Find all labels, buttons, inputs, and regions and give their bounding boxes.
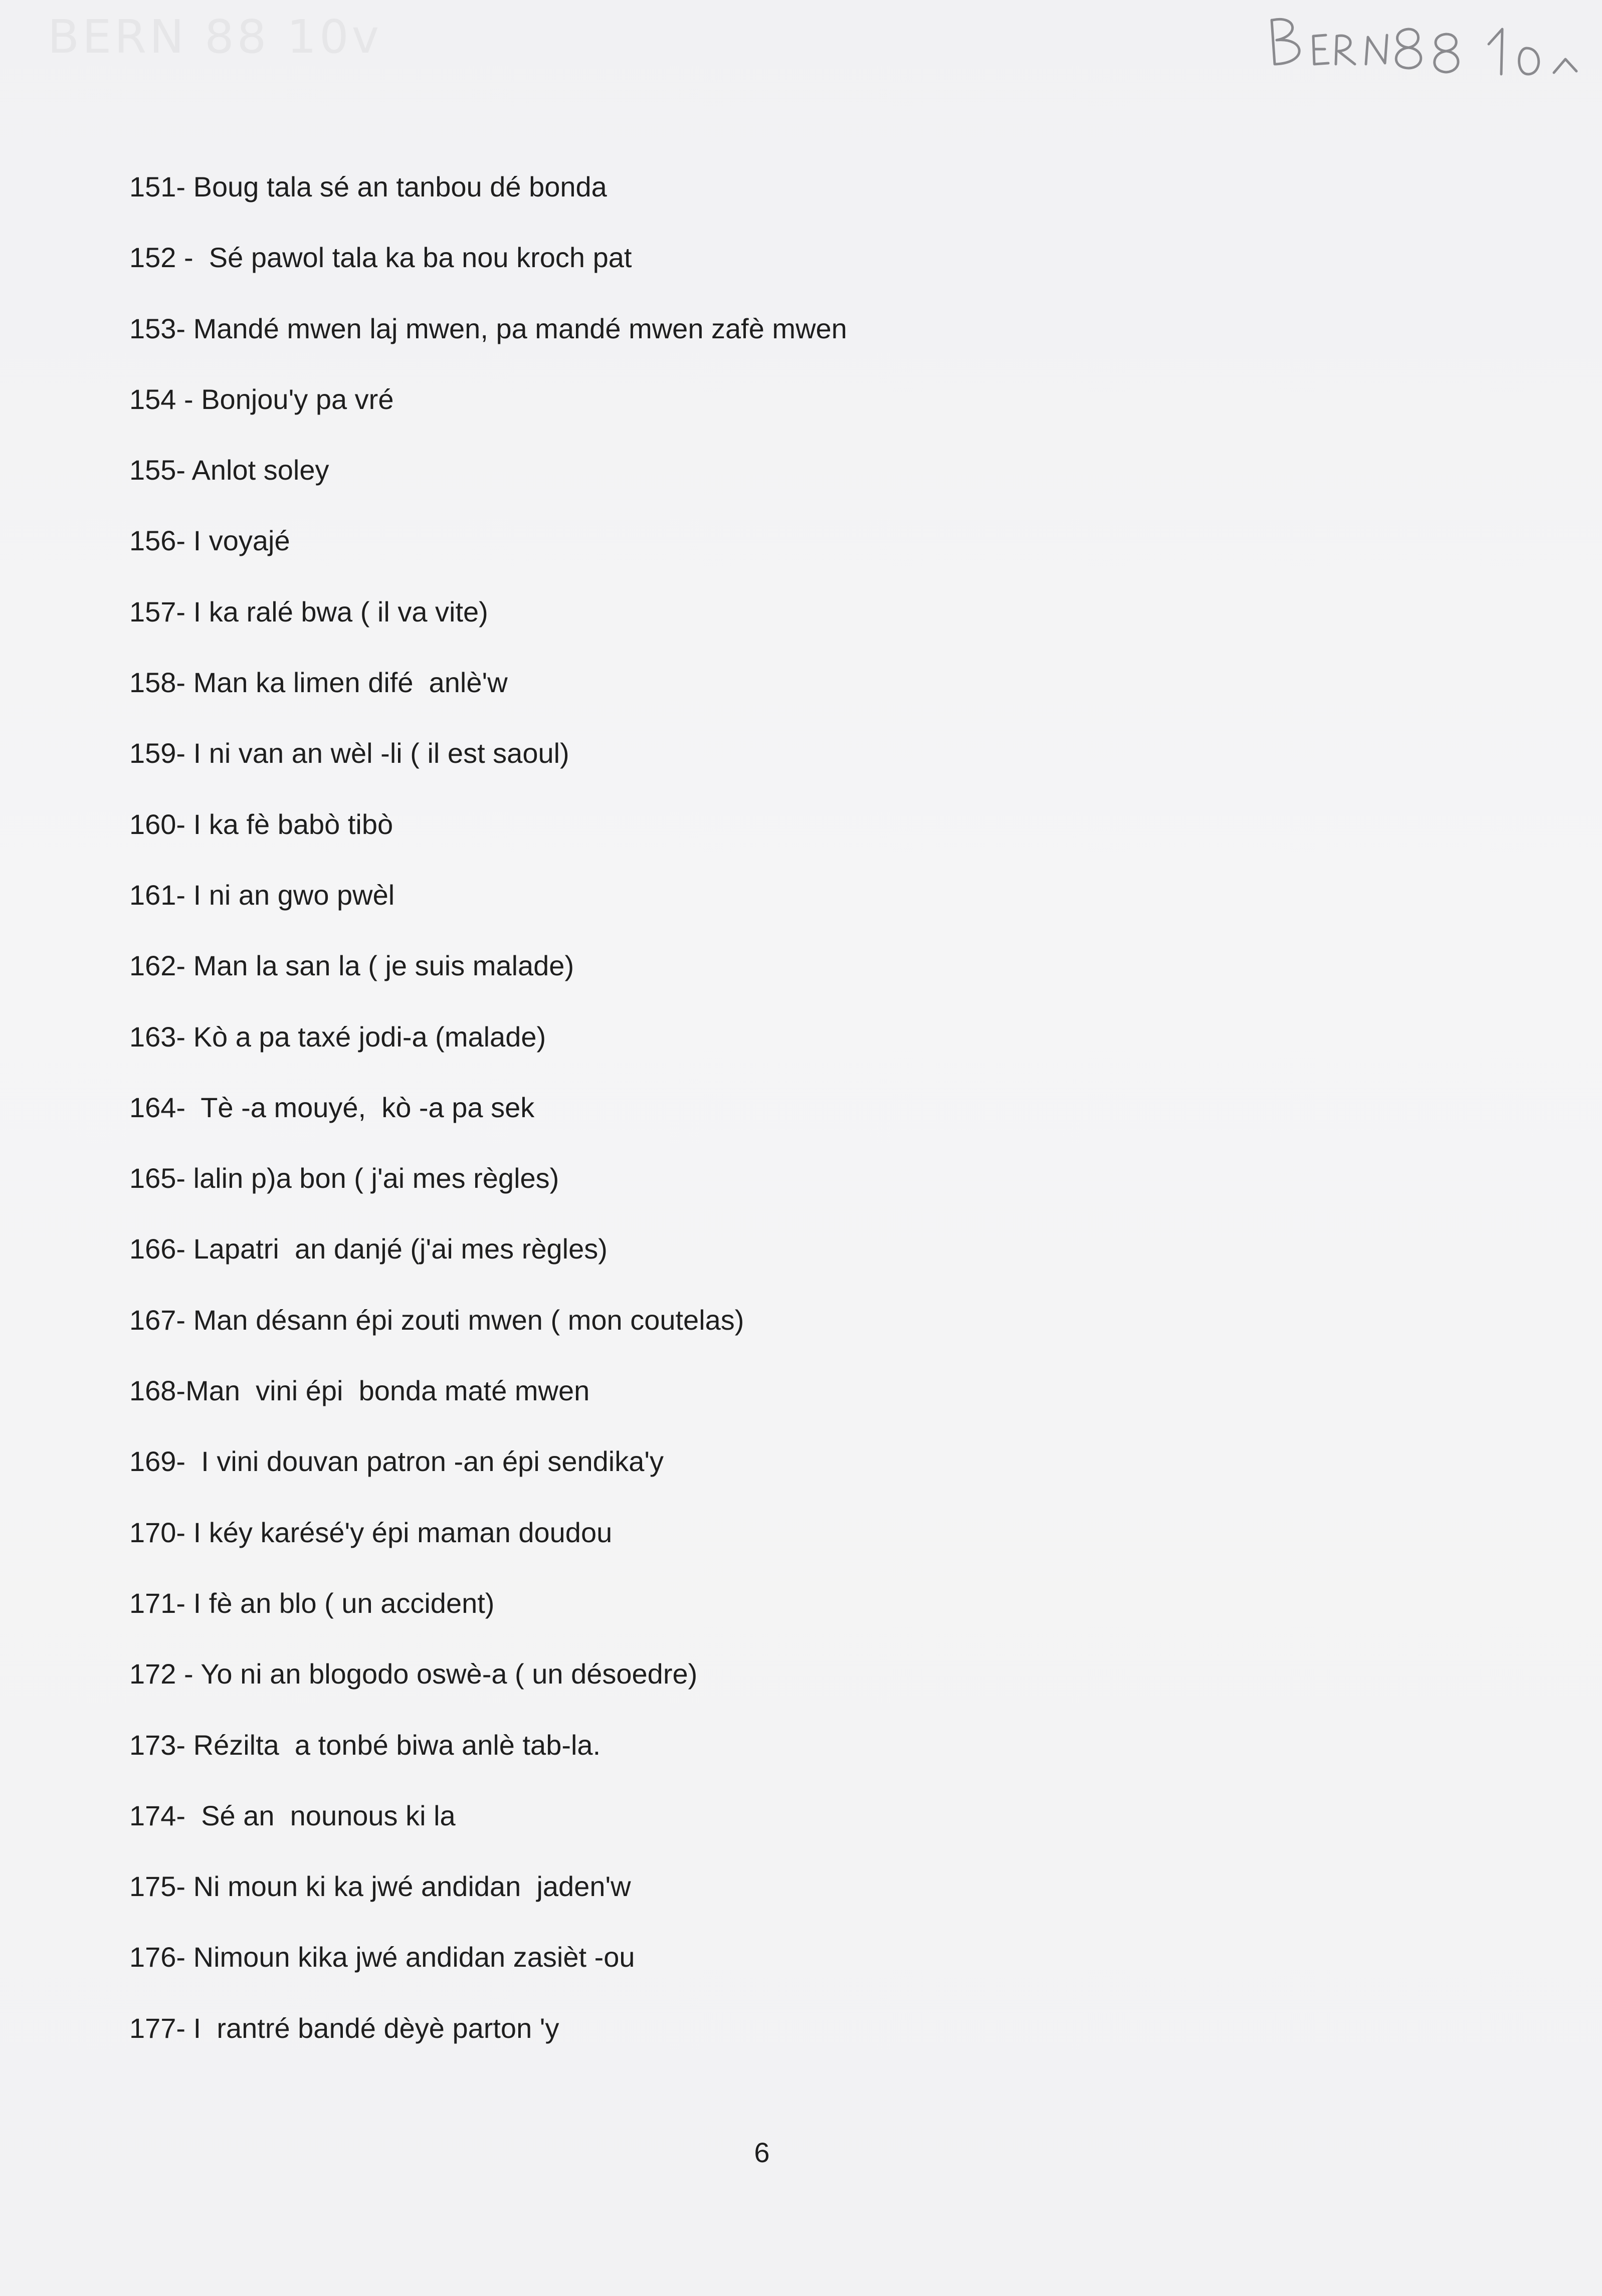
list-item: 173- Rézilta a tonbé biwa anlè tab-la.: [129, 1729, 601, 1761]
list-item: 176- Nimoun kika jwé andidan zasièt -ou: [129, 1941, 635, 1973]
list-item: 153- Mandé mwen laj mwen, pa mandé mwen zafè mwen: [129, 312, 847, 344]
list-item: 177- I rantré bandé dèyè parton 'y: [129, 2012, 559, 2044]
list-item: 155- Anlot soley: [129, 454, 329, 486]
list-item: 166- Lapatri an danjé (j'ai mes règles): [129, 1233, 608, 1265]
handwritten-reference-drawing: [1266, 5, 1591, 80]
list-item: 154 - Bonjou'y pa vré: [129, 383, 394, 415]
list-item: 164- Tè -a mouyé, kò -a pa sek: [129, 1091, 535, 1123]
list-item: 169- I vini douvan patron -an épi sendika'y: [129, 1445, 664, 1478]
list-item: 175- Ni moun ki ka jwé andidan jaden'w: [129, 1870, 631, 1903]
bleed-through-mark: BERN 88 10v: [48, 10, 382, 64]
list-item: 161- I ni an gwo pwèl: [129, 879, 395, 911]
list-item: 167- Man désann épi zouti mwen ( mon coutelas): [129, 1304, 744, 1336]
list-item: 171- I fè an blo ( un accident): [129, 1587, 495, 1619]
phrase-list: [129, 164, 1483, 2076]
list-item: 156- I voyajé: [129, 525, 290, 557]
list-item: 159- I ni van an wèl -li ( il est saoul): [129, 737, 569, 769]
list-item: 174- Sé an nounous ki la: [129, 1799, 456, 1831]
list-item: 151- Boug tala sé an tanbou dé bonda: [129, 171, 607, 202]
list-item: 172 - Yo ni an blogodo oswè-a ( un désoedre): [129, 1658, 698, 1690]
list-item: 163- Kò a pa taxé jodi-a (malade): [129, 1020, 546, 1053]
list-item: 165- lalin p)a bon ( j'ai mes règles): [129, 1162, 559, 1194]
list-item: 157- I ka ralé bwa ( il va vite): [129, 595, 488, 628]
list-item: 152 - Sé pawol tala ka ba nou kroch pat: [129, 242, 632, 274]
list-item: 162- Man la san la ( je suis malade): [129, 950, 574, 982]
list-item: 168-Man vini épi bonda maté mwen: [129, 1375, 590, 1407]
list-item: 170- I kéy karésé'y épi maman doudou: [129, 1516, 613, 1548]
page-number: 6: [754, 2137, 770, 2168]
handwritten-reference: [1266, 5, 1591, 80]
list-item: 160- I ka fè babò tibò: [129, 808, 393, 840]
list-item: 158- Man ka limen difé anlè'w: [129, 667, 508, 699]
